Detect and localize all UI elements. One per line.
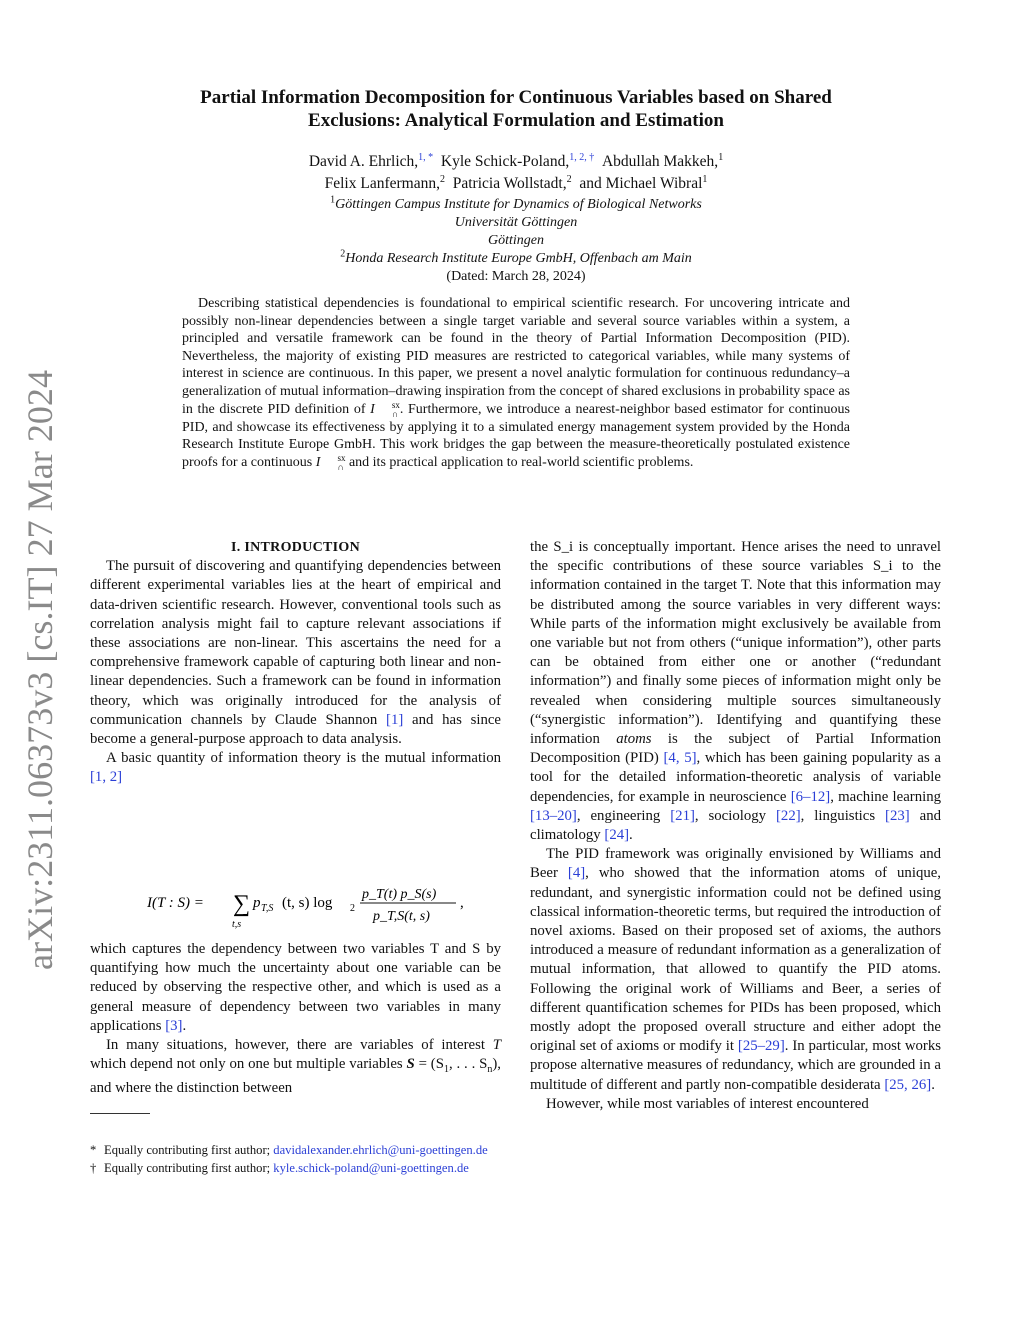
author-list [150, 151, 882, 195]
author-name: Kyle Schick-Poland, [440, 153, 570, 170]
equation-sum: ∑ [233, 891, 251, 917]
citation-link[interactable]: [4, 5] [663, 750, 697, 767]
footnote-1: * Equally contributing first author; davidalexander.ehrlich@uni-goettingen.de [90, 1143, 488, 1157]
affiliation-1-line-2: Universität Göttingen [454, 215, 578, 230]
citation-link[interactable]: [25, 26] [884, 1076, 932, 1093]
dated: (Dated: March 28, 2024) [446, 269, 586, 284]
footnote-rule [90, 1113, 150, 1114]
citation-link[interactable]: [24] [604, 827, 630, 844]
citation-link[interactable]: [23] [885, 807, 910, 824]
equation-sum-sub: t,s [232, 919, 242, 930]
author-affil-sup[interactable]: 1, * [418, 151, 434, 163]
right-paragraph-2: The PID framework was originally envisioned by Williams and Beer [4], who showed that the information atoms of unique, redundant, and synergistic information could not be defined using classical information-theoretic terms, but required the introduction of novel axioms. Based on their proposed set of axioms, the authors introduced a measure of redundant information as a generalization of mutual information, that allowed to quantify the PID atoms. Following the original work of Williams and Beer, a series of different quantification schemes for PIDs has been proposed, which mostly adopt the proposed overall structure and either adopt the original set of axioms or modify it [25–29]. In particular, most works propose alternative measures of redundancy, which are grounded in a multitude of different and partly non-compatible desiderata [25, 26]. [530, 846, 942, 1093]
author-affil-sup: 2 [566, 173, 572, 185]
equation-numerator: p_T(t) p_S(s) [362, 887, 437, 902]
affiliations [150, 196, 882, 286]
right-paragraph-3: However, while most variables of interest encountered [546, 1095, 869, 1112]
intro-paragraph-2: A basic quantity of information theory is the mutual information [1, 2] [90, 750, 501, 786]
citation-link[interactable]: [6–12] [790, 788, 831, 805]
isx-symbol: I sx ∩ [315, 452, 346, 472]
left-column-continued [90, 940, 501, 1099]
footnote-2: † Equally contributing first author; kyle.schick-poland@uni-goettingen.de [90, 1161, 469, 1175]
author-name: and Michael Wibral [579, 175, 703, 192]
author-name: Felix Lanfermann, [324, 175, 440, 192]
arxiv-sidebar [20, 365, 60, 970]
abstract: Describing statistical dependencies is foundational to empirical scientific research. For uncovering intricate and possibly non-linear dependencies between a single target variable and several source variables within a system, a principled and versatile framework can be found in the theory of Partial Information Decomposition (PID). Nevertheless, the majority of existing PID measures are restricted to categorical variables, while many systems of interest in science are continuous. In this paper, we present a novel analytic formulation for continuous redundancy–a generalization of mutual information–drawing inspiration from the concept of shared exclusions in probability space as in the discrete PID definition of I sx ∩ . Furthermore, we introduce a nearest-neighbor based estimator for continuous PID, and showcase its effectiveness by applying it to a simulated energy management system provided by the Honda Research Institute Europe GmbH. This work bridges the gap between the measure-theoretically postulated existence proofs for a continuous I sx ∩ and its practical application to real-world scientific problems. [182, 296, 850, 472]
affiliation-1-line-3: Göttingen [488, 233, 544, 248]
email-link[interactable]: davidalexander.ehrlich@uni-goettingen.de [273, 1143, 488, 1157]
equation-tail: , [460, 895, 464, 911]
section-heading-introduction: I. INTRODUCTION [231, 540, 360, 555]
citation-link[interactable]: [22] [776, 807, 801, 824]
affiliation-2-line-1: $^2$Honda Research Institute Europe GmbH, Offenbach am Main [340, 248, 692, 266]
equation-denominator: p_T,S(t, s) [373, 909, 430, 924]
citation-link[interactable]: [21] [670, 807, 695, 824]
author-affil-sup: 1 [702, 173, 708, 185]
author-affil-sup: 1 [718, 151, 724, 163]
equation-svg [90, 874, 501, 934]
citation-link[interactable]: [4] [567, 865, 586, 882]
citation-link[interactable]: [25–29] [737, 1038, 785, 1055]
author-name: David A. Ehrlich, [308, 153, 419, 170]
authors-line-1 [150, 151, 882, 173]
authors-line-2 [150, 173, 882, 195]
footnotes [90, 1142, 501, 1178]
author-name: Patricia Wollstadt, [452, 175, 567, 192]
email-link[interactable]: kyle.schick-poland@uni-goettingen.de [273, 1161, 469, 1175]
equation-p-sub: T,S [261, 903, 274, 914]
arxiv-id: arXiv:2311.06373v3 [cs.IT] 27 Mar 2024 [20, 371, 60, 970]
citation-link[interactable]: [1, 2] [90, 769, 123, 786]
paper-title [100, 86, 932, 132]
arxiv-sidebar-svg [20, 365, 60, 970]
equation-lhs: I(T : S) = [147, 895, 204, 911]
intro-paragraph-3: which captures the dependency between two variables T and S by quantifying how much the uncertainty about one variable can be reduced by observing the respective other, and which is used as a general measure of dependency between two variables in many applications [3]. [90, 941, 501, 1034]
right-paragraph-1: the S_i is conceptually important. Hence arises the need to unravel the specific contributions of these source variables S_i to the information contained in the target T. Note that this information may be distributed among the source variables in very different ways: While parts of the information might exclusively be available from one variable but not from others (“unique information”), other parts can be obtained from either one or another (“redundant information”) and finally some pieces of information might only be revealed when considering multiple sources simultaneously (“synergistic information”). Identifying and quantifying these information atoms is the subject of Partial Information Decomposition (PID) [4, 5], which has been gaining popularity as a tool for the detailed information-theoretic analysis of variable dependencies, for example in neuroscience [6–12], machine learning [13–20], engineering [21], sociology [22], linguistics [23] and climatology [24]. [530, 539, 941, 844]
equation-log-sub: 2 [350, 903, 355, 914]
intro-paragraph-4: In many situations, however, there are variables of interest T which depend not only on one but multiple variables $S = (S_1$, . . . $S_n$), and where the distinction between [90, 1037, 502, 1097]
equation-args: (t, s) log [282, 895, 333, 911]
equation-p: p [253, 895, 261, 911]
author-affil-sup[interactable]: 1, 2, † [569, 151, 595, 163]
citation-link[interactable]: [3] [165, 1017, 183, 1034]
title-line-2: Exclusions: Analytical Formulation and Estimation [308, 110, 724, 131]
author-affil-sup: 2 [439, 173, 445, 185]
affiliation-1-line-1: $^1$Göttingen Campus Institute for Dynamics of Biological Networks [330, 194, 702, 212]
author-name: Abdullah Makkeh, [601, 153, 719, 170]
mutual-information-equation [90, 874, 501, 934]
citation-link[interactable]: [13–20] [530, 807, 577, 824]
right-column [530, 538, 941, 1114]
isx-symbol: I sx ∩ [370, 399, 400, 419]
left-column [90, 538, 501, 788]
intro-paragraph-1: The pursuit of discovering and quantifying dependencies between different experimental variables lies at the heart of empirical and data-driven scientific research. However, conventional tools such as correlation analysis might fail to capture relevant associations if these associations are non-linear. This ascertains the need for a comprehensive framework capable of capturing both linear and non-linear dependencies. Such a framework can be found in information theory, which was originally introduced for the analysis of communication channels by Claude Shannon [1] and has since become a general-purpose approach to data analysis. [90, 558, 501, 748]
title-line-1: Partial Information Decomposition for Continuous Variables based on Shared [200, 87, 832, 108]
citation-link[interactable]: [1] [386, 711, 404, 728]
